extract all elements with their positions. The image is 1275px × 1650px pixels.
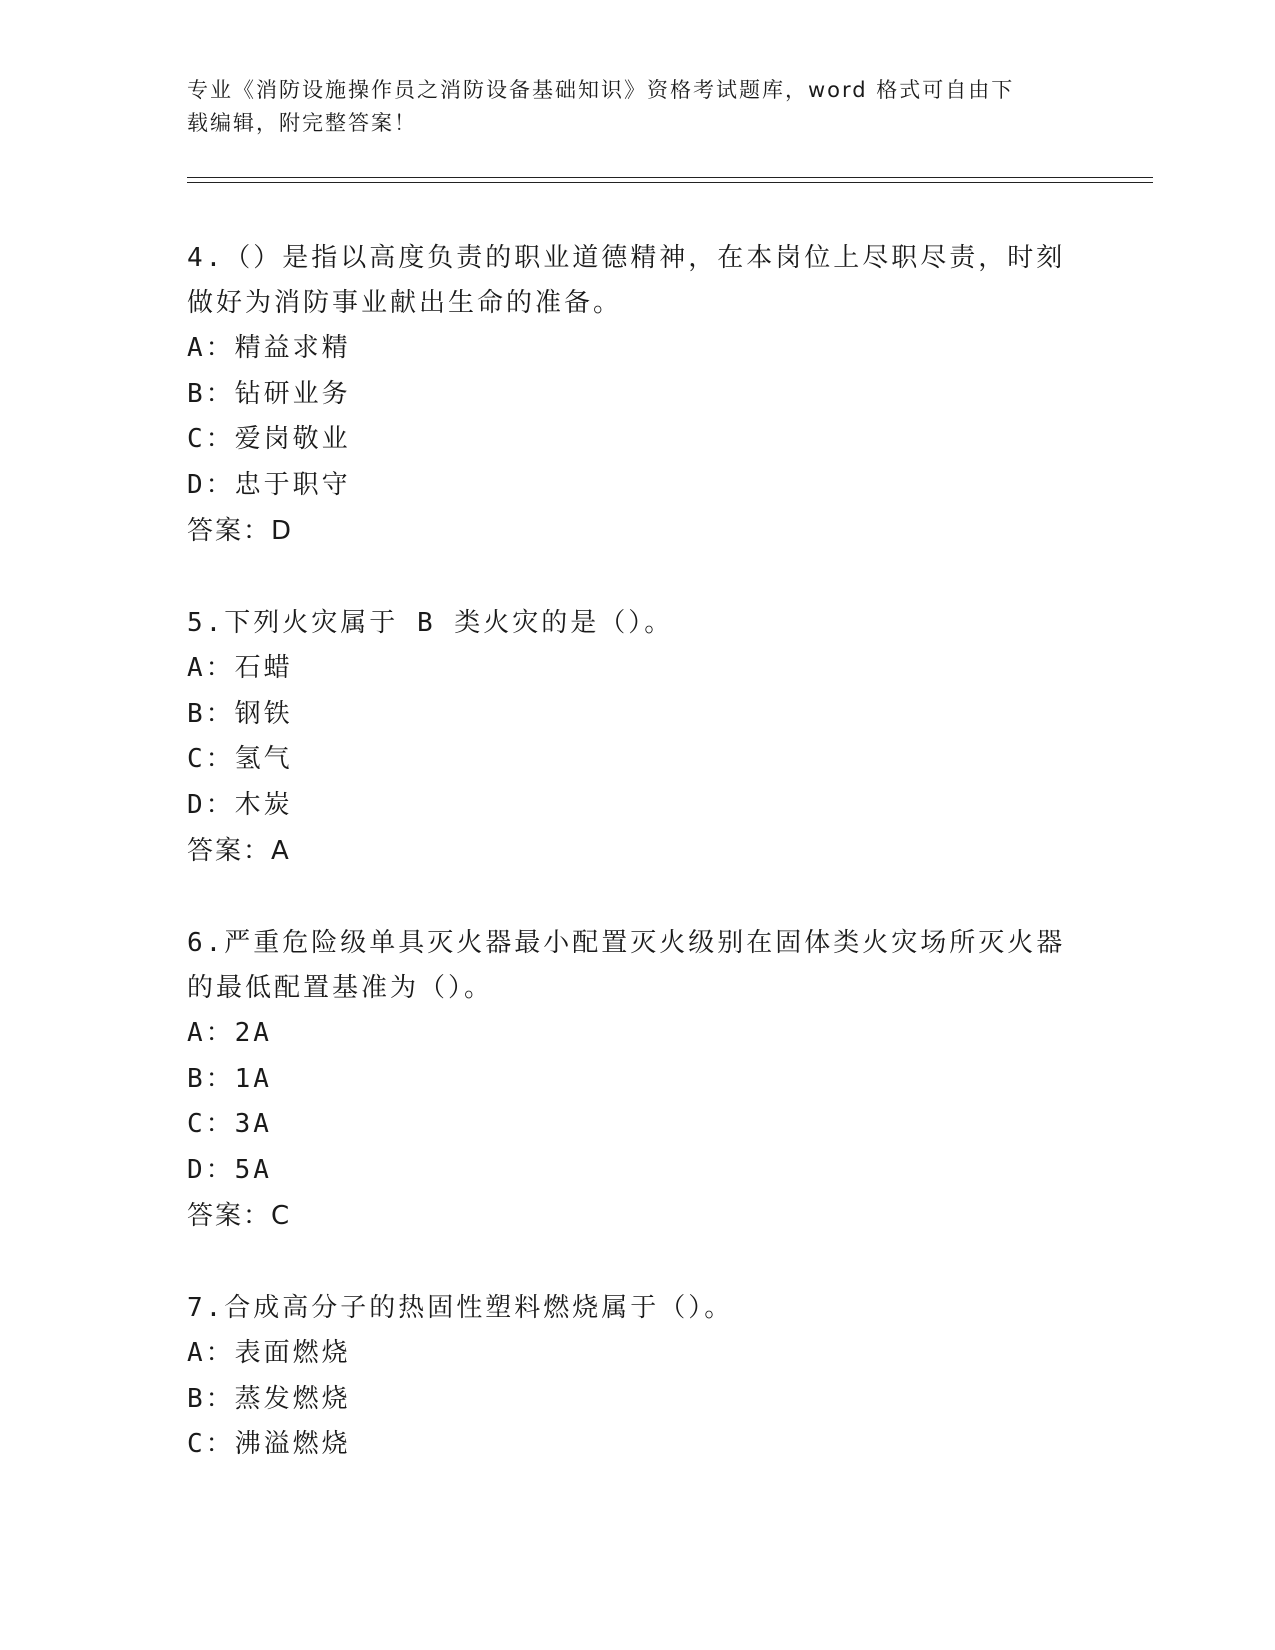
answer-label: 答案：C (187, 1201, 292, 1231)
option-b: B：钻研业务 (187, 378, 351, 409)
header-line-2: 载编辑，附完整答案！ (187, 111, 417, 135)
stem-line: 的最低配置基准为（）。 (187, 973, 494, 1003)
stem-line: 6.严重危险级单具灭火器最小配置灭火级别在固体类火灾场所灭火器 (187, 928, 1066, 958)
option-d: D：木炭 (187, 789, 293, 820)
question-5 (187, 601, 1067, 874)
stem-line: 5.下列火灾属于 B 类火灾的是（）。 (187, 608, 674, 638)
question-4 (187, 236, 1067, 554)
option-b: B：蒸发燃烧 (187, 1383, 351, 1414)
option-c: C：沸溢燃烧 (187, 1429, 351, 1459)
answer-label: 答案：A (187, 836, 291, 866)
answer-label: 答案：D (187, 516, 294, 546)
question-6 (187, 921, 1067, 1239)
question-list (187, 236, 1067, 1515)
question-7 (187, 1286, 1067, 1468)
question-stem (187, 236, 1067, 326)
option-c: C：爱岗敬业 (187, 424, 351, 454)
question-stem (187, 601, 1067, 646)
header-rule-top (187, 177, 1153, 178)
option-a: A：2A (187, 1018, 272, 1048)
option-b: B：1A (187, 1063, 272, 1094)
option-a: A：表面燃烧 (187, 1338, 351, 1368)
header-line-1: 专业《消防设施操作员之消防设备基础知识》资格考试题库，word 格式可自由下 (187, 78, 1015, 102)
option-b: B：钢铁 (187, 698, 293, 729)
document-header (187, 74, 1067, 140)
stem-line: 7.合成高分子的热固性塑料燃烧属于（）。 (187, 1293, 734, 1323)
header-rule-bottom (187, 182, 1153, 183)
option-c: C：氢气 (187, 744, 293, 774)
option-d: D：忠于职守 (187, 469, 351, 500)
option-c: C：3A (187, 1109, 272, 1139)
option-a: A：精益求精 (187, 333, 351, 363)
stem-line: 4.（）是指以高度负责的职业道德精神，在本岗位上尽职尽责，时刻 (187, 243, 1066, 273)
question-stem (187, 921, 1067, 1011)
stem-line: 做好为消防事业献出生命的准备。 (187, 288, 623, 318)
option-d: D：5A (187, 1154, 272, 1185)
question-stem (187, 1286, 1067, 1331)
option-a: A：石蜡 (187, 653, 293, 683)
